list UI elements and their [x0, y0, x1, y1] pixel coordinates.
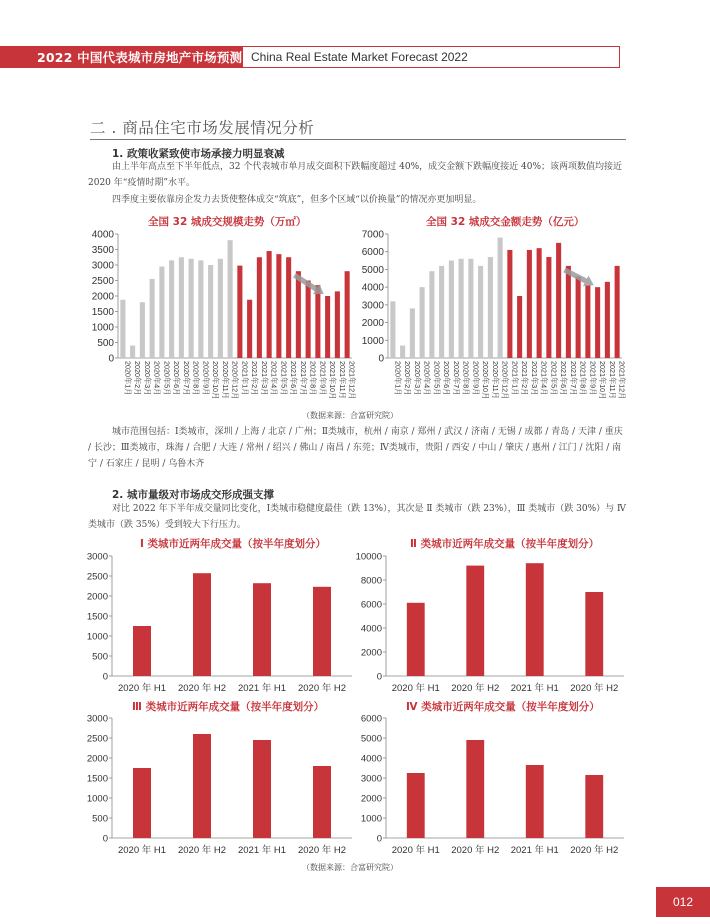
bar: [439, 266, 444, 358]
x-tick-label: 2020年10月: [481, 361, 491, 400]
bar: [585, 775, 603, 838]
x-tick-label: 2020 年 H2: [570, 683, 619, 694]
y-tick-label: 7000: [361, 229, 384, 241]
bar: [286, 257, 291, 358]
x-tick-label: 2021年1月: [240, 361, 250, 396]
y-tick-label: 2000: [91, 291, 114, 303]
bar: [133, 626, 151, 676]
chart-title-tier3: Ⅲ 类城市近两年成交量（按半年度划分）: [132, 701, 325, 713]
x-tick-label: 2021年4月: [269, 361, 279, 396]
bar: [237, 266, 242, 358]
bar: [306, 281, 311, 359]
x-tick-label: 2021年7月: [298, 361, 308, 396]
x-tick-label: 2020年12月: [230, 361, 240, 400]
bar: [253, 740, 271, 838]
x-tick-label: 2020年8月: [191, 361, 201, 396]
bar: [257, 257, 262, 358]
x-tick-label: 2020 年 H2: [297, 683, 347, 694]
x-tick-label: 2020年12月: [500, 361, 510, 400]
x-tick-label: 2021年5月: [279, 361, 289, 396]
source-note-2: （数据来源：合富研究院）: [302, 863, 398, 872]
x-tick-label: 2021年3月: [529, 361, 539, 396]
y-tick-label: 2000: [361, 318, 384, 330]
y-tick-label: 10000: [355, 551, 382, 563]
bar: [605, 282, 610, 358]
bar: [478, 266, 483, 358]
y-tick-label: 0: [376, 833, 382, 845]
x-tick-label: 2021 年 H1: [510, 683, 559, 694]
section-title: 二 . 商品住宅市场发展情况分析: [90, 119, 315, 137]
x-tick-label: 2020年1月: [393, 361, 403, 396]
bar: [498, 238, 503, 358]
chart-area-trend: [88, 230, 356, 408]
x-tick-label: 2020年6月: [172, 361, 182, 396]
bar: [267, 251, 272, 358]
bar: [193, 734, 211, 838]
y-tick-label: 0: [378, 353, 384, 365]
bar: [407, 603, 425, 676]
x-tick-label: 2021年10月: [328, 361, 338, 400]
x-tick-label: 2021年8月: [578, 361, 588, 396]
bar: [150, 279, 155, 358]
x-tick-label: 2021年9月: [588, 361, 598, 396]
bar: [140, 302, 145, 358]
x-tick-label: 2021年10月: [598, 361, 608, 400]
bar: [193, 573, 211, 676]
bar: [345, 271, 350, 358]
x-tick-label: 2021年11月: [607, 361, 617, 399]
bar: [400, 346, 405, 358]
bar: [335, 291, 340, 358]
x-tick-label: 2020年3月: [412, 361, 422, 396]
y-tick-label: 8000: [360, 575, 382, 587]
x-tick-label: 2020年5月: [162, 361, 172, 396]
bar: [130, 346, 135, 358]
x-tick-label: 2020年7月: [451, 361, 461, 396]
bar: [198, 260, 203, 358]
bar: [120, 300, 125, 358]
bar: [459, 259, 464, 358]
x-tick-label: 2021年9月: [318, 361, 328, 396]
x-tick-label: 2020 年 H1: [117, 845, 167, 856]
y-tick-label: 1000: [86, 631, 108, 643]
y-tick-label: 500: [92, 813, 108, 825]
y-tick-label: 5000: [360, 733, 382, 745]
x-tick-label: 2020年9月: [471, 361, 481, 396]
page-header: [0, 46, 620, 68]
bar: [466, 566, 484, 676]
x-tick-label: 2020 年 H2: [177, 845, 227, 856]
x-tick-label: 2020 年 H2: [177, 683, 227, 694]
y-tick-label: 4000: [361, 282, 384, 294]
page-number: 012: [656, 887, 710, 917]
bar: [218, 259, 223, 358]
bar: [407, 773, 425, 838]
x-tick-label: 2020 年 H1: [391, 845, 440, 856]
city-scope-note: 城市范围包括：Ⅰ类城市，深圳 / 上海 / 北京 / 广州；Ⅱ类城市，杭州 / 南京 / 郑州 / 武汉 / 济南 / 无锡 / 成都 / 青岛 / 天津 / 重庆 / 长沙；Ⅲ类城市，珠海 / 合肥 / 大连 / 常州 / 绍兴 / 佛山 / 南昌 / 东莞；Ⅳ类城市，贵阳 / 西安 / 中山 / 肇庆 / 惠州 / 江门 / 沈阳 / 南宁 / 石家庄 / 昆明 / 乌鲁木齐: [88, 427, 623, 469]
y-tick-label: 3000: [361, 300, 384, 312]
x-tick-label: 2020年11月: [490, 361, 500, 399]
bar: [546, 257, 551, 358]
x-tick-label: 2021年11月: [337, 361, 347, 399]
bar: [253, 583, 271, 676]
y-tick-label: 1500: [86, 773, 108, 785]
bar: [313, 587, 331, 676]
x-tick-label: 2021 年 H1: [237, 683, 287, 694]
y-tick-label: 0: [102, 671, 108, 683]
y-tick-label: 4000: [360, 753, 382, 765]
part1-paragraph-2: 四季度主要依靠房企发力去货使整体成交“筑底”，但多个区域“以价换量”的情况亦更加明显。: [112, 195, 482, 205]
bar: [228, 240, 233, 358]
bar: [410, 308, 415, 358]
x-tick-label: 2021年8月: [308, 361, 318, 396]
part2-paragraph: 对比 2022 年下半年成交量同比变化，Ⅰ类城市稳健度最佳（跌 13%），其次是 Ⅱ 类城市（跌 23%），Ⅲ 类城市（跌 30%）与 Ⅳ 类城市（跌 35%）受到较大下行压力。: [88, 504, 627, 530]
bar: [466, 740, 484, 838]
bar: [507, 250, 512, 358]
bar: [296, 271, 301, 358]
bar: [247, 300, 252, 358]
header-title-cn: 2022 中国代表城市房地产市场预测: [1, 47, 243, 67]
x-tick-label: 2020年4月: [422, 361, 432, 396]
x-tick-label: 2020年11月: [220, 361, 230, 399]
y-tick-label: 4000: [91, 229, 114, 241]
x-tick-label: 2020 年 H2: [570, 845, 619, 856]
chart-title-tier4: Ⅳ 类城市近两年成交量（按半年度划分）: [406, 701, 600, 713]
x-tick-label: 2020年2月: [133, 361, 143, 396]
x-tick-label: 2020 年 H1: [117, 683, 167, 694]
y-tick-label: 1000: [361, 335, 384, 347]
y-tick-label: 2500: [86, 733, 108, 745]
x-tick-label: 2020年10月: [211, 361, 221, 400]
source-note-1: （数据来源：合富研究院）: [302, 411, 398, 420]
bar: [585, 285, 590, 358]
y-tick-label: 6000: [360, 599, 382, 611]
bar: [595, 287, 600, 358]
part2-heading: 2. 城市量级对市场成交形成强支撑: [112, 489, 274, 501]
y-tick-label: 500: [97, 338, 114, 349]
bar: [420, 287, 425, 358]
bar: [537, 248, 542, 358]
bar: [169, 260, 174, 358]
y-tick-label: 1000: [360, 813, 382, 825]
bar: [488, 257, 493, 358]
y-tick-label: 1000: [91, 322, 114, 334]
bar: [526, 765, 544, 838]
x-tick-label: 2021 年 H1: [510, 845, 559, 856]
y-tick-label: 500: [92, 651, 108, 663]
bar: [449, 261, 454, 358]
x-tick-label: 2020年7月: [181, 361, 191, 396]
bar: [429, 271, 434, 358]
x-tick-label: 2021年12月: [347, 361, 357, 400]
y-tick-label: 6000: [361, 247, 384, 259]
x-tick-label: 2021年4月: [539, 361, 549, 396]
bar: [526, 563, 544, 676]
x-tick-label: 2020 年 H2: [451, 845, 500, 856]
x-tick-label: 2021 年 H1: [237, 845, 287, 856]
y-tick-label: 2500: [91, 276, 114, 287]
chart-title-area-trend: 全国 32 城成交规模走势（万㎡）: [148, 216, 307, 228]
y-tick-label: 3000: [86, 713, 108, 725]
y-tick-label: 0: [108, 353, 114, 365]
bar: [189, 259, 194, 358]
bar: [325, 296, 330, 358]
bar: [615, 266, 620, 358]
bar: [133, 768, 151, 838]
bar: [179, 257, 184, 358]
x-tick-label: 2020年6月: [442, 361, 452, 396]
x-tick-label: 2020年2月: [403, 361, 413, 396]
y-tick-label: 1500: [91, 307, 114, 318]
x-tick-label: 2020年8月: [461, 361, 471, 396]
y-tick-label: 3000: [86, 551, 108, 563]
bar: [208, 265, 213, 358]
bar: [276, 254, 281, 358]
y-tick-label: 2000: [360, 647, 382, 659]
chart-tier4-volume: [356, 714, 628, 864]
part1-heading: 1. 政策收紧致使市场承接力明显衰减: [112, 148, 285, 160]
y-tick-label: 4000: [360, 623, 382, 635]
chart-tier3-volume: [84, 714, 356, 864]
chart-tier1-volume: [84, 552, 356, 702]
x-tick-label: 2021年3月: [259, 361, 269, 396]
y-tick-label: 3500: [91, 245, 114, 256]
bar: [468, 259, 473, 358]
x-tick-label: 2020年5月: [432, 361, 442, 396]
y-tick-label: 2000: [360, 793, 382, 805]
header-title-en: China Real Estate Market Forecast 2022: [251, 50, 468, 64]
bar: [527, 250, 532, 358]
bar: [517, 296, 522, 358]
y-tick-label: 0: [376, 671, 382, 683]
y-tick-label: 6000: [360, 713, 382, 725]
x-tick-label: 2021年12月: [617, 361, 627, 400]
x-tick-label: 2020年1月: [123, 361, 133, 396]
bar: [576, 277, 581, 358]
x-tick-label: 2021年5月: [549, 361, 559, 396]
part1-paragraph-1: 由上半年高点至下半年低点，32 个代表城市单月成交面积下跌幅度超过 40%，成交金额下跌幅度接近 40%；该两项数值均接近 2020 年“疫情时期”水平。: [88, 162, 623, 188]
bar: [566, 266, 571, 358]
x-tick-label: 2020 年 H2: [297, 845, 347, 856]
bar: [556, 243, 561, 358]
chart-amount-trend: [358, 230, 626, 408]
x-tick-label: 2021年6月: [289, 361, 299, 396]
x-tick-label: 2020年3月: [142, 361, 152, 396]
x-tick-label: 2021年7月: [568, 361, 578, 396]
bar: [313, 766, 331, 838]
y-tick-label: 3000: [91, 260, 114, 272]
chart-title-tier1: Ⅰ 类城市近两年成交量（按半年度划分）: [140, 538, 327, 550]
x-tick-label: 2021年2月: [520, 361, 530, 396]
x-tick-label: 2020 年 H1: [391, 683, 440, 694]
chart-title-tier2: Ⅱ 类城市近两年成交量（按半年度划分）: [410, 538, 600, 550]
x-tick-label: 2020 年 H2: [451, 683, 500, 694]
bar: [315, 285, 320, 358]
x-tick-label: 2021年2月: [250, 361, 260, 396]
y-tick-label: 5000: [361, 264, 384, 276]
x-tick-label: 2021年1月: [510, 361, 520, 396]
y-tick-label: 0: [102, 833, 108, 845]
section-divider: [90, 139, 626, 140]
chart-title-amount-trend: 全国 32 城成交金额走势（亿元）: [426, 216, 585, 228]
chart-tier2-volume: [356, 552, 628, 702]
x-tick-label: 2020年9月: [201, 361, 211, 396]
bar: [159, 267, 164, 358]
x-tick-label: 2020年4月: [152, 361, 162, 396]
bar: [585, 592, 603, 676]
bar: [390, 301, 395, 358]
y-tick-label: 2000: [86, 753, 108, 765]
y-tick-label: 1500: [86, 611, 108, 623]
y-tick-label: 2000: [86, 591, 108, 603]
y-tick-label: 3000: [360, 773, 382, 785]
x-tick-label: 2021年6月: [559, 361, 569, 396]
y-tick-label: 2500: [86, 571, 108, 583]
y-tick-label: 1000: [86, 793, 108, 805]
